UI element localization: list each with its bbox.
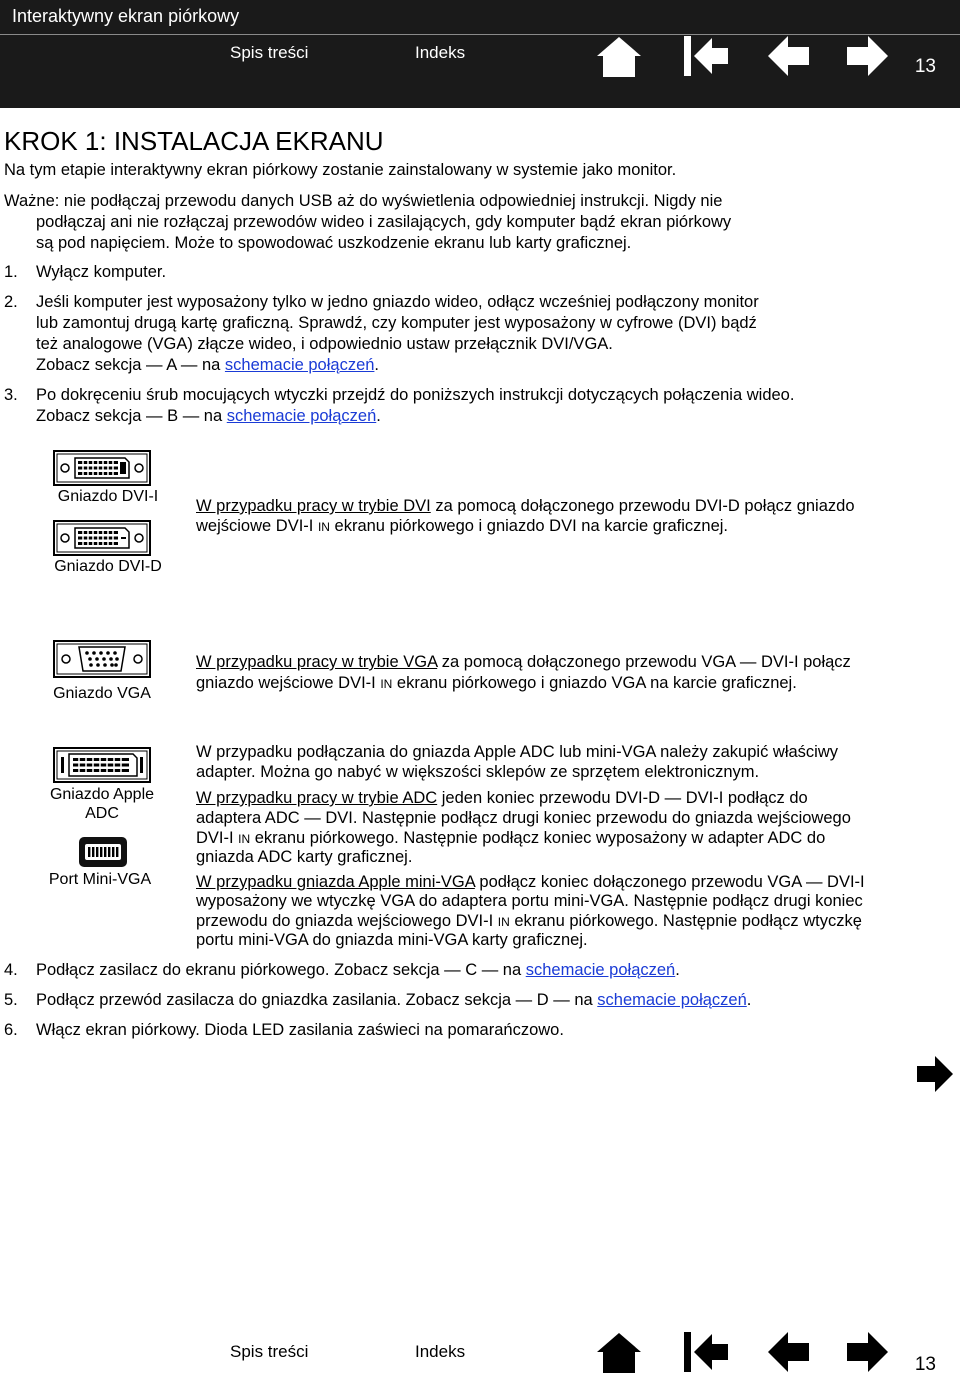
warning-line-1: Ważne: nie podłączaj przewodu danych USB aż do wyświetlenia odpowiedniej instrukcji. Nigdy nie: [4, 192, 723, 210]
next-page-icon[interactable]: [844, 34, 890, 78]
adc-in-marker: IN: [238, 832, 251, 846]
vga-line-1: [196, 652, 851, 673]
dvi-line-2a: wejściowe DVI-I: [196, 517, 318, 535]
vga-in-marker: IN: [380, 677, 393, 691]
footer-page-number: 13: [914, 1354, 936, 1375]
adc-line-4: gniazda ADC karty graficznej.: [196, 848, 413, 866]
step-5-text: [36, 990, 751, 1011]
vga-line-2b: ekranu piórkowego i gniazdo VGA na karcie graficznej.: [392, 674, 797, 692]
warning-line-2: podłączaj ani nie rozłączaj przewodów wideo i zasilających, gdy komputer bądź ekran piórkowy: [36, 213, 732, 231]
footer-first-page-icon[interactable]: [682, 1330, 732, 1374]
step-3-see-suffix: .: [376, 407, 381, 425]
dvi-line-2: [196, 516, 728, 538]
step-5-body: Podłącz przewód zasilacza do gniazdka zasilania. Zobacz sekcja — D — na: [36, 991, 598, 1009]
dvi-line-2b: ekranu piórkowego i gniazdo DVI na karcie graficznej.: [329, 517, 728, 535]
footer-next-page-icon[interactable]: [844, 1330, 890, 1374]
dvi-mode-heading: W przypadku pracy w trybie DVI: [196, 497, 431, 515]
step-4-number: 4.: [4, 961, 18, 979]
step-3-number: 3.: [4, 386, 18, 404]
minivga-in-marker: IN: [497, 915, 510, 929]
adc-line-1-text: jeden koniec przewodu DVI-D — DVI-I podłącz do: [437, 789, 808, 807]
dvi-i-label: Gniazdo DVI-I: [57, 488, 159, 505]
apple-adc-connector-image: [53, 747, 151, 783]
section-title: KROK 1: INSTALACJA EKRANU: [4, 126, 384, 156]
step-3-diagram-link[interactable]: schemacie połączeń: [226, 407, 377, 425]
step-3-see-prefix: Zobacz sekcja — B — na: [36, 407, 227, 425]
dvi-line-1-text: za pomocą dołączonego przewodu DVI-D połącz gniazdo: [430, 497, 855, 515]
minivga-line-4: portu mini-VGA do gniazda mini-VGA karty graficznej.: [196, 931, 588, 949]
adc-line-3a: DVI-I: [196, 829, 239, 847]
header-rule: [0, 34, 960, 35]
mini-vga-label: Port Mini-VGA: [48, 871, 152, 888]
step-2-see-suffix: .: [374, 356, 380, 374]
step-2-number: 2.: [4, 293, 18, 311]
vga-mode-heading: W przypadku pracy w trybie VGA: [196, 653, 438, 671]
step-5-number: 5.: [4, 991, 18, 1009]
step-6-text: Włącz ekran piórkowy. Dioda LED zasilania zaświeci na pomarańczowo.: [36, 1021, 564, 1039]
adc-mode-heading: W przypadku pracy w trybie ADC: [196, 789, 438, 807]
minivga-line-3a: przewodu do gniazda wejściowego DVI-I: [196, 912, 498, 930]
adc-intro-2: adapter. Można go nabyć w większości sklepów ze sprzętem elektronicznym.: [196, 763, 760, 781]
vga-connector-image: [53, 640, 151, 678]
step-2-diagram-link[interactable]: schemacie połączeń: [224, 356, 375, 374]
vga-label: Gniazdo VGA: [53, 685, 151, 702]
dvi-d-connector-image: [53, 520, 151, 556]
warning-line-3: są pod napięciem. Może to spowodować uszkodzenie ekranu lub karty graficznej.: [36, 234, 632, 252]
vga-line-2: [196, 673, 797, 695]
step-4-text: [36, 960, 680, 981]
step-2-line-3: też analogowe (VGA) złącze wideo, i odpowiednio ustaw przełącznik DVI/VGA.: [36, 335, 613, 353]
index-link[interactable]: Indeks: [415, 43, 466, 62]
adc-line-3b: ekranu piórkowego. Następnie podłącz koniec wyposażony w adapter ADC do: [250, 829, 826, 847]
adc-label-2: ADC: [85, 805, 119, 822]
step-2-see: [36, 355, 379, 376]
adc-label-1: Gniazdo Apple: [49, 786, 155, 803]
step-1-number: 1.: [4, 263, 18, 281]
page-number: 13: [914, 56, 936, 77]
minivga-line-1-text: podłącz koniec dołączonego przewodu VGA — DVI-I: [474, 873, 865, 891]
mini-vga-port-image: [78, 836, 128, 868]
minivga-line-3b: ekranu piórkowego. Następnie podłącz wtyczkę: [509, 912, 862, 930]
document-title: Interaktywny ekran piórkowy: [12, 6, 240, 26]
step-4-suffix: .: [675, 961, 680, 979]
footer-home-icon[interactable]: [594, 1330, 644, 1376]
minivga-line-2: wyposażony we wtyczkę VGA do adaptera portu mini-VGA. Następnie podłącz drugi koniec: [196, 892, 863, 910]
minivga-heading: W przypadku gniazda Apple mini-VGA: [196, 873, 475, 891]
dvi-i-connector-image: [53, 450, 151, 486]
adc-intro-1: W przypadku podłączania do gniazda Apple ADC lub mini-VGA należy zakupić właściwy: [196, 743, 838, 761]
step-4-body: Podłącz zasilacz do ekranu piórkowego. Zobacz sekcja — C — na: [36, 961, 526, 979]
next-page-arrow-icon[interactable]: [915, 1055, 955, 1093]
intro-text: Na tym etapie interaktywny ekran piórkowy zostanie zainstalowany w systemie jako monitor.: [4, 161, 677, 179]
step-1-text: Wyłącz komputer.: [36, 263, 167, 281]
step-2-see-prefix: Zobacz sekcja — A — na: [36, 356, 225, 374]
dvi-d-label: Gniazdo DVI-D: [54, 558, 162, 575]
home-icon[interactable]: [594, 34, 644, 80]
dvi-in-marker: IN: [317, 520, 330, 534]
page-header: [0, 0, 960, 108]
vga-line-2a: gniazdo wejściowe DVI-I: [196, 674, 381, 692]
step-4-diagram-link[interactable]: schemacie połączeń: [525, 961, 676, 979]
step-5-diagram-link[interactable]: schemacie połączeń: [597, 991, 747, 1009]
footer-previous-page-icon[interactable]: [766, 1330, 812, 1374]
vga-line-1-text: za pomocą dołączonego przewodu VGA — DVI-I połącz: [437, 653, 851, 671]
footer-index-link[interactable]: Indeks: [415, 1342, 466, 1361]
adc-line-1: [196, 788, 808, 809]
first-page-icon[interactable]: [682, 34, 732, 78]
previous-page-icon[interactable]: [766, 34, 812, 78]
step-3-line: Po dokręceniu śrub mocujących wtyczki przejdź do poniższych instrukcji dotyczących połączenia wideo.: [36, 386, 795, 404]
minivga-line-1: [196, 872, 865, 893]
step-5-suffix: .: [746, 991, 752, 1009]
contents-link[interactable]: Spis treści: [230, 43, 309, 62]
dvi-line-1: [196, 496, 855, 517]
step-2-line-1: Jeśli komputer jest wyposażony tylko w jedno gniazdo wideo, odłącz wcześniej podłączony monitor: [36, 293, 759, 311]
step-2-line-2: lub zamontuj drugą kartę graficzną. Sprawdź, czy komputer jest wyposażony w cyfrowe (DVI) bądź: [36, 314, 757, 332]
step-6-number: 6.: [4, 1021, 18, 1039]
step-3-see: [36, 406, 381, 427]
adc-line-2: adaptera ADC — DVI. Następnie podłącz drugi koniec przewodu do gniazda wejściowego: [196, 809, 851, 827]
footer-contents-link[interactable]: Spis treści: [230, 1342, 309, 1361]
